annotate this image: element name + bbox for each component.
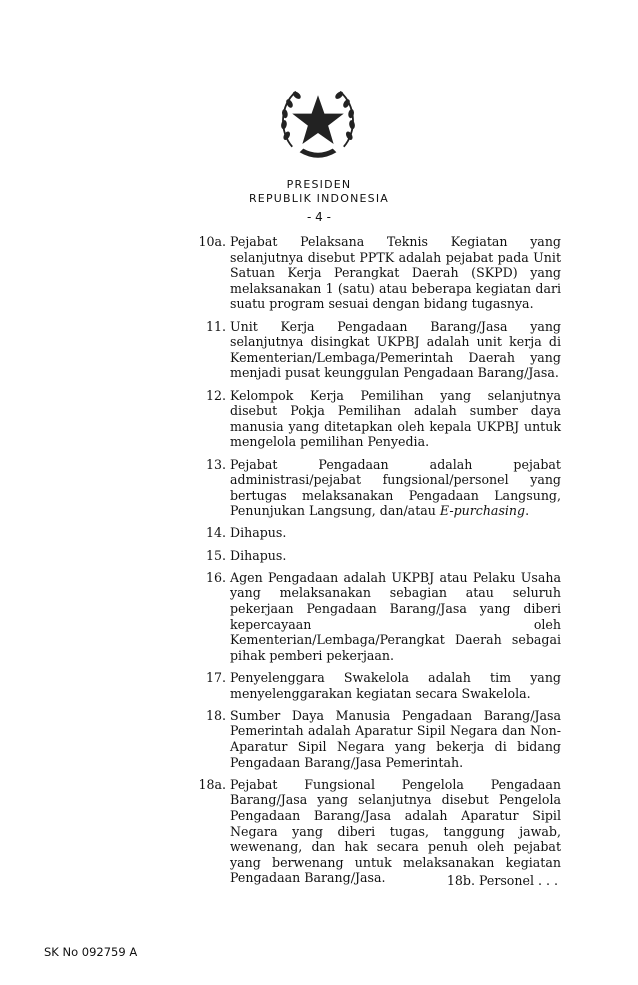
document-code: SK No 092759 A: [44, 945, 138, 959]
item-text-italic: E-purchasing: [439, 503, 526, 519]
item-text: [230, 457, 561, 519]
item-number: 16.: [205, 569, 226, 585]
header-title: PRESIDEN: [286, 178, 352, 191]
item-text: Unit Kerja Pengadaan Barang/Jasa yang selanjutnya disingkat UKPBJ adalah unit kerja di Kementerian/Lembaga/Pemerintah Daerah yang menjadi pusat keunggulan Pengadaan Barang/Jasa.: [230, 318, 561, 381]
item-number: 13.: [205, 456, 226, 472]
item-text: Penyelenggara Swakelola adalah tim yang menyelenggarakan kegiatan secara Swakelola.: [230, 670, 561, 701]
list-item: [190, 777, 561, 886]
garuda-star-emblem-icon: [272, 75, 364, 167]
item-text: Sumber Daya Manusia Pengadaan Barang/Jasa Pemerintah adalah Aparatur Sipil Negara dan Non-Aparatur Sipil Negara yang bekerja di bidang Pengadaan Barang/Jasa Pemerintah.: [230, 707, 561, 770]
list-item: [190, 525, 561, 541]
list-item: [190, 708, 561, 770]
item-number: 15.: [205, 547, 226, 563]
header-subtitle: REPUBLIK INDONESIA: [248, 192, 390, 205]
item-text-main: Pejabat Pengadaan adalah pejabat administrasi/pejabat fungsional/personel yang bertugas melaksanakan Pengadaan Langsung, Penunjukan Langsung, dan/atau: [230, 456, 561, 519]
page-number: - 4 -: [307, 210, 331, 224]
item-text: Pejabat Fungsional Pengelola Pengadaan Barang/Jasa yang selanjutnya disebut Pengelola Pengadaan Barang/Jasa adalah Aparatur Sipil Negara yang diberi tugas, tanggung jawab, wewenang, dan hak secara penuh oleh pejabat yang berwenang untuk melaksanakan kegiatan Pengadaan Barang/Jasa.: [230, 776, 561, 886]
definition-list: [190, 234, 561, 893]
list-item: [190, 570, 561, 664]
item-text: Kelompok Kerja Pemilihan yang selanjutnya disebut Pokja Pemilihan adalah sumber daya manusia yang ditetapkan oleh kepala UKPBJ untuk mengelola pemilihan Penyedia.: [230, 387, 561, 450]
list-item: [190, 457, 561, 519]
item-number: 17.: [205, 670, 226, 685]
item-number: 10a.: [198, 234, 226, 249]
item-number: 14.: [205, 525, 226, 541]
list-item: [190, 319, 561, 381]
item-number: 18.: [205, 707, 226, 723]
item-text: Pejabat Pelaksana Teknis Kegiatan yang selanjutnya disebut PPTK adalah pejabat pada Unit Satuan Kerja Perangkat Daerah (SKPD) yang melaksanakan 1 (satu) atau beberapa kegiatan dari suatu program sesuai dengan bidang tugasnya.: [230, 234, 561, 312]
item-number: 12.: [205, 387, 226, 403]
item-number: 11.: [205, 318, 226, 334]
next-page-catchword: 18b. Personel . . .: [446, 873, 558, 888]
item-number: 18a.: [198, 776, 226, 792]
list-item: [190, 548, 561, 564]
list-item: [190, 670, 561, 701]
item-text: Agen Pengadaan adalah UKPBJ atau Pelaku Usaha yang melaksanakan sebagian atau seluruh pekerjaan Pengadaan Barang/Jasa yang diberi kepercayaan oleh Kementerian/Lembaga/Perangkat Daerah sebagai pihak pemberi pekerjaan.: [230, 569, 561, 663]
item-text: Dihapus.: [230, 547, 287, 563]
list-item: [190, 388, 561, 450]
list-item: [190, 234, 561, 312]
item-text: Dihapus.: [230, 525, 287, 541]
item-text-end: .: [525, 503, 530, 519]
